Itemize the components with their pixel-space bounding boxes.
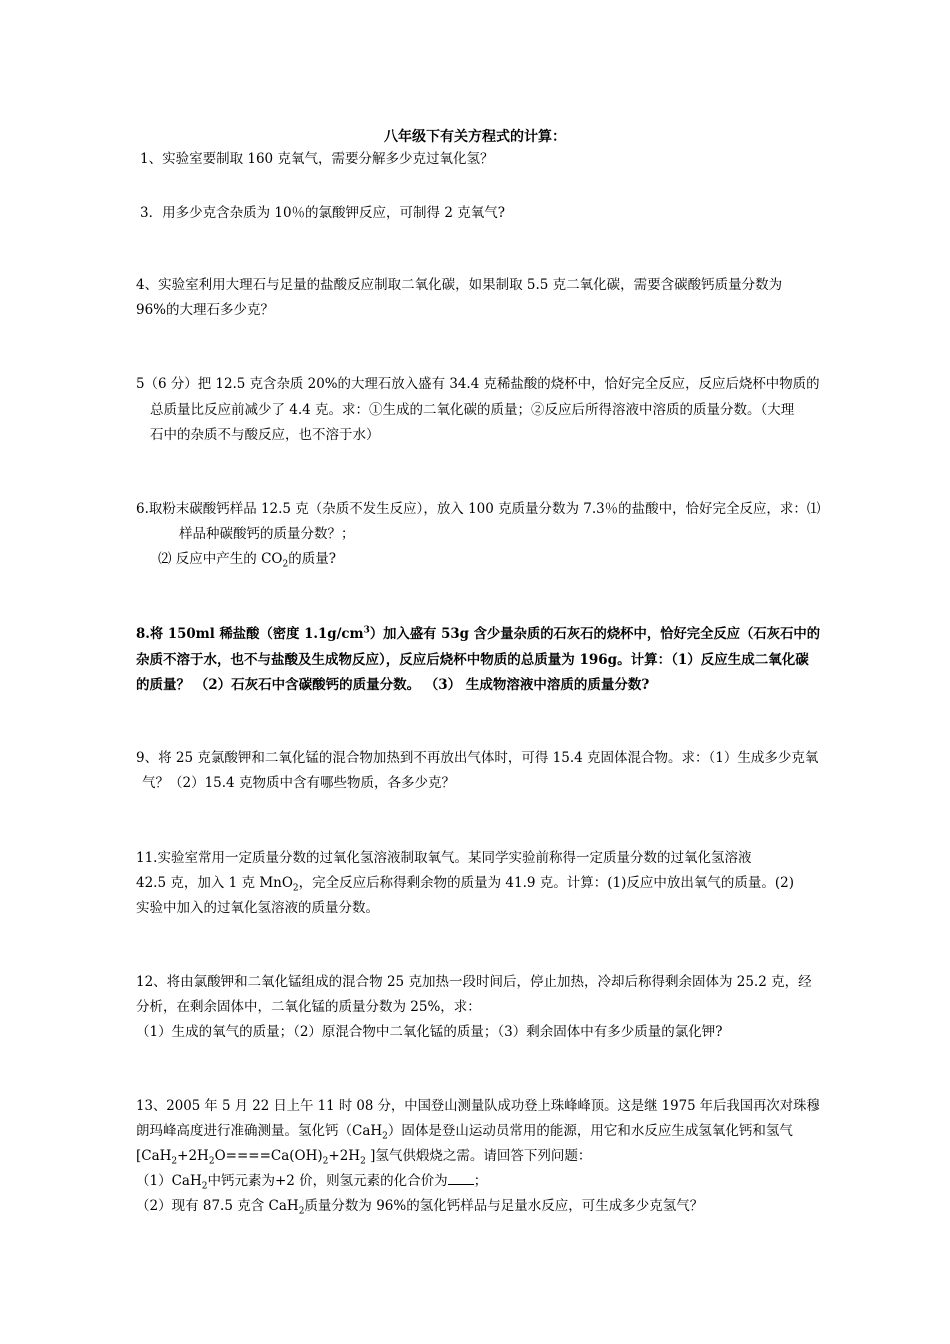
page-title: 八年级下有关方程式的计算： — [384, 129, 566, 145]
answer-blank — [448, 1172, 474, 1185]
question-13-line-2: 朗玛峰高度进行准确测量。氢化钙（CaH$_2$）固体是登山运动员常用的能源，用它和水反应生成氢氧化钙和氢气 — [136, 1123, 793, 1142]
question-8-line-3: 的质量？ （2）石灰石中含碳酸钙的质量分数。 （3） 生成物溶液中溶质的质量分数? — [136, 677, 650, 693]
question-1: 1、实验室要制取 160 克氧气，需要分解多少克过氧化氢？ — [140, 151, 494, 167]
question-12-line-1: 12、将由氯酸钾和二氧化锰组成的混合物 25 克加热一段时间后，停止加热，冷却后称得剩余固体为 25.2 克，经 — [136, 974, 812, 990]
question-11-line-2: 42.5 克，加入 1 克 MnO$_2$，完全反应后称得剩余物的质量为 41.9 克。计算：(1)反应中放出氧气的质量。(2) — [136, 875, 795, 894]
question-6-line-3: ⑵ 反应中产生的 $CO_2$的质量? — [158, 551, 336, 570]
question-8-line-2: 杂质不溶于水，也不与盐酸及生成物反应），反应后烧杯中物质的总质量为 196g。计算：（1）反应生成二氧化碳 — [136, 652, 809, 668]
question-13-sub-2: （2）现有 87.5 克含 CaH$_2$质量分数为 96%的氢化钙样品与足量水反应，可生成多少克氢气？ — [136, 1198, 704, 1217]
question-11-line-3: 实验中加入的过氧化氢溶液的质量分数。 — [136, 900, 379, 916]
question-9-line-1: 9、将 25 克氯酸钾和二氧化锰的混合物加热到不再放出气体时，可得 15.4 克固体混合物。求：（1）生成多少克氧 — [136, 750, 819, 766]
question-5-line-2: 总质量比反应前减少了 4.4 克。求：①生成的二氧化碳的质量；②反应后所得溶液中溶质的质量分数。（大理 — [150, 402, 795, 418]
question-3: 3．用多少克含杂质为 10％的氯酸钾反应，可制得 2 克氧气? — [140, 205, 505, 221]
question-11-line-1: 11.实验室常用一定质量分数的过氧化氢溶液制取氧气。某同学实验前称得一定质量分数的过氧化氢溶液 — [136, 850, 752, 866]
question-12-line-3: （1）生成的氧气的质量；（2）原混合物中二氧化锰的质量；（3）剩余固体中有多少质量的氯化钾? — [136, 1024, 723, 1040]
question-5-line-3: 石中的杂质不与酸反应，也不溶于水） — [150, 427, 380, 443]
question-13-equation: [$CaH_2+2H_2O====Ca(OH)_2+2H_2$ ]氢气供煅烧之需。请回答下列问题： — [136, 1148, 592, 1167]
question-5-line-1: 5（6 分）把 12.5 克含杂质 20%的大理石放入盛有 34.4 克稀盐酸的烧杯中，恰好完全反应，反应后烧杯中物质的 — [136, 376, 820, 392]
question-8-line-1: 8.将 150ml 稀盐酸（密度 $1.1g/cm^3$）加入盛有 53g 含少量杂质的石灰石的烧杯中，恰好完全反应（石灰石中的 — [136, 625, 821, 642]
question-4-line-2: 96%的大理石多少克？ — [136, 302, 275, 318]
question-6-line-1: 6.取粉末碳酸钙样品 12.5 克（杂质不发生反应），放入 100 克质量分数为 7.3％的盐酸中，恰好完全反应，求：⑴ — [136, 501, 821, 517]
question-6-line-2: 样品种碳酸钙的质量分数？； — [179, 526, 355, 542]
question-4-line-1: 4、实验室利用大理石与足量的盐酸反应制取二氧化碳，如果制取 5.5 克二氧化碳，需要含碳酸钙质量分数为 — [136, 277, 783, 293]
question-9-line-2: 气？（2）15.4 克物质中含有哪些物质，各多少克？ — [142, 775, 455, 791]
question-12-line-2: 分析，在剩余固体中，二氧化锰的质量分数为 25%，求： — [136, 999, 481, 1015]
question-13-line-1: 13、2005 年 5 月 22 日上午 11 时 08 分，中国登山测量队成功登上珠峰峰顶。这是继 1975 年后我国再次对珠穆 — [136, 1098, 820, 1114]
question-13-sub-1: （1）CaH$_2$中钙元素为+2 价，则氢元素的化合价为 ； — [136, 1173, 488, 1192]
